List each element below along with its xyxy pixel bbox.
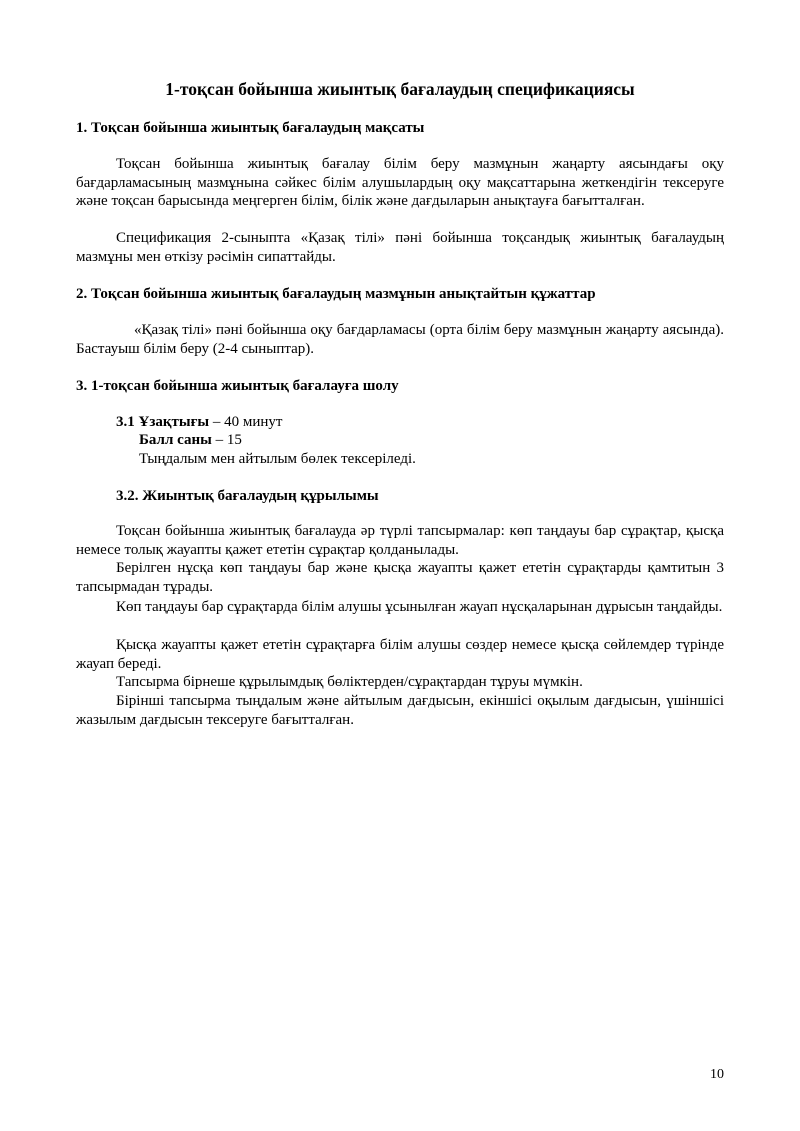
structure-paragraph-3: Көп таңдауы бар сұрақтарда білім алушы ұсынылған жауап нұсқаларынан дұрысын таңдайды. xyxy=(116,599,723,615)
structure-paragraph-5: Тапсырма бірнеше құрылымдық бөліктерден/сұрақтардан тұруы мүмкін. xyxy=(116,674,583,690)
duration-value: – 40 минут xyxy=(209,414,283,430)
section-2-heading: 2. Тоқсан бойынша жиынтық бағалаудың мазмұнын анықтайтын құжаттар xyxy=(76,286,596,302)
section-1-heading: 1. Тоқсан бойынша жиынтық бағалаудың мақсаты xyxy=(76,120,425,136)
section-1-paragraph-2: Спецификация 2-сыныпта «Қазақ тілі» пәні бойынша тоқсандық жиынтық бағалаудың мазмұны мен өткізу рәсімін сипаттайды. xyxy=(76,230,724,265)
structure-paragraph-2: Берілген нұсқа көп таңдауы бар және қысқа жауапты қажет ететін сұрақтарды қамтитын 3 тапсырмадан тұрады. xyxy=(76,560,724,595)
structure-paragraph-6: Бірінші тапсырма тыңдалым және айтылым дағдысын, екіншісі оқылым дағдысын, үшіншісі жазылым дағдысын тексеруге бағытталған. xyxy=(76,693,724,728)
section-2-paragraph: «Қазақ тілі» пәні бойынша оқу бағдарламасы (орта білім беру мазмұнын жаңарту аясында). Бастауыш білім беру (2-4 сыныптар). xyxy=(76,322,724,357)
score-value: – 15 xyxy=(211,432,242,448)
structure-subheading: 3.2. Жиынтық бағалаудың құрылымы xyxy=(116,488,379,504)
score-label: Балл саны xyxy=(139,432,212,448)
duration-label: 3.1 Ұзақтығы xyxy=(116,414,210,430)
listening-speaking-note: Тыңдалым мен айтылым бөлек тексеріледі. xyxy=(139,451,416,467)
structure-paragraph-1: Тоқсан бойынша жиынтық бағалауда әр түрлі тапсырмалар: көп таңдауы бар сұрақтар, қысқа немесе толық жауапты қажет ететін сұрақтар қолданылады. xyxy=(76,523,724,558)
score-line xyxy=(139,431,242,449)
page-number: 10 xyxy=(710,1067,724,1082)
duration-line xyxy=(116,413,282,431)
structure-paragraph-4: Қысқа жауапты қажет ететін сұрақтарға білім алушы сөздер немесе қысқа сөйлемдер түрінде жауап береді. xyxy=(76,637,724,672)
section-1-paragraph-1: Тоқсан бойынша жиынтық бағалау білім беру мазмұнын жаңарту аясындағы оқу бағдарламасының мазмұнына сәйкес білім алушылардың оқу мақсаттарына жеткендігін тексеруге және тоқсан барысында меңгерген білім, білік және дағдыларын анықтауға бағытталған. xyxy=(76,156,724,209)
section-3-heading: 3. 1-тоқсан бойынша жиынтық бағалауға шолу xyxy=(76,378,399,394)
document-title: 1-тоқсан бойынша жиынтық бағалаудың спецификациясы xyxy=(165,79,635,99)
